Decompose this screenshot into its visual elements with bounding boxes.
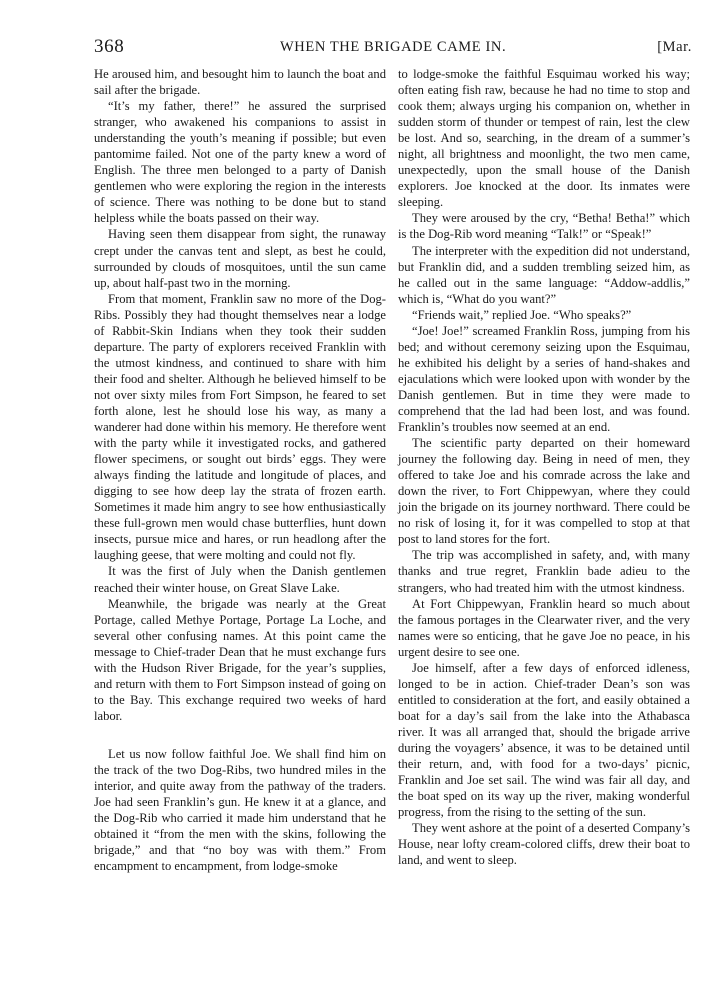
paragraph: The scientific party departed on their homeward journey the following day. Being in need of men, they offered to take Joe and his comrade across the lake and down the river, to Fort Chippewyan, where they could join the brigade on its journey northward. There could be no risk of losing it, for it was compelled to stop at that post to land stores for the fort.: [398, 436, 690, 547]
running-month: [Mar.: [657, 39, 692, 55]
page-number: 368: [94, 36, 125, 57]
paragraph: “Joe! Joe!” screamed Franklin Ross, jumping from his bed; and without ceremony seizing upon the Esquimau, he exhibited his delight by a series of hand-shakes and ejaculations which were looked upon with wonder by the Danish gentlemen. But in time they were made to comprehend that the lad had been lost, and was found. Franklin’s troubles now seemed at an end.: [398, 323, 690, 435]
paragraph: to lodge-smoke the faithful Esquimau worked his way; often eating fish raw, because he had no time to stop and cook them; always urging his companion on, whether in sudden storm of thunder or tempest of rain, lest the clew be lost. And so, searching, in the dream of a summer’s night, all brightness and moonlight, the two men came, unexpectedly, upon the small house of the Danish explorers. Joe knocked at the door. Its inmates were sleeping.: [398, 67, 690, 210]
left-column: [94, 66, 386, 874]
paragraph: At Fort Chippewyan, Franklin heard so much about the famous portages in the Clearwater river, and the very names were so enticing, that he gave Joe no peace, in his urgent desire to see one.: [398, 596, 690, 659]
paragraph: Having seen them disappear from sight, the runaway crept under the canvas tent and slept, as best he could, surrounded by clouds of mosquitoes, until the sun came up, about half-past two in the morning.: [94, 227, 386, 290]
paragraph: The interpreter with the expedition did not understand, but Franklin did, and a sudden trembling seized him, as he called out in the same language: “Addow-addlis,” which is, “What do you want?”: [398, 243, 690, 306]
paragraph: They were aroused by the cry, “Betha! Betha!” which is the Dog-Rib word meaning “Talk!” or “Speak!”: [398, 211, 690, 242]
running-title: WHEN THE BRIGADE CAME IN.: [280, 39, 507, 55]
paragraph: “It’s my father, there!” he assured the surprised stranger, who awakened his companions to assist in understanding the youth’s meaning if possible; but even pantomime failed. Not one of the party knew a word of English. The three men belonged to a party of Danish gentlemen who were exploring the region in the interests of science. There was nothing to be done but to stand helpless while the boats passed on their way.: [94, 99, 386, 226]
paragraph: “Friends wait,” replied Joe. “Who speaks?”: [412, 307, 632, 322]
paragraph: The trip was accomplished in safety, and, with many thanks and true regret, Franklin bade adieu to the strangers, who had treated him with the utmost kindness.: [398, 548, 690, 595]
paragraph: They went ashore at the point of a deserted Company’s House, near lofty cream-colored cliffs, drew their boat to land, and went to sleep.: [398, 821, 690, 868]
paragraph: Joe himself, after a few days of enforced idleness, longed to be in action. Chief-trader Dean’s son was entitled to consideration at the fort, and easily obtained a boat for a day’s sail from the lake into the Athabasca river. It was all arranged that, should the brigade arrive during the voyagers’ absence, it was to be detained until their return, and, with food for a two-days’ picnic, Franklin and Joe set sail. The wind was fair all day, and the boat sped on its way up the river, making wonderful progress, from the rising to the setting of the sun.: [398, 660, 690, 820]
page-header: [94, 36, 692, 60]
paragraph: He aroused him, and besought him to launch the boat and sail after the brigade.: [94, 67, 386, 98]
paragraph: It was the first of July when the Danish gentlemen reached their winter house, on Great Slave Lake.: [94, 564, 386, 595]
paragraph: Let us now follow faithful Joe. We shall find him on the track of the two Dog-Ribs, two hundred miles in the interior, and quite away from the pathway of the traders. Joe had seen Franklin’s gun. He knew it at a glance, and the Dog-Rib who carried it made him understand that he obtained it “from the men with the skins, following the brigade,” and that “no boy was with them.” From encampment to encampment, from lodge-smoke: [94, 746, 386, 874]
paragraph: Meanwhile, the brigade was nearly at the Great Portage, called Methye Portage, Portage La Loche, and several other confusing names. At this point came the message to Chief-trader Dean that he must exchange furs with the Hudson River Brigade, for the year’s supplies, and return with them to Fort Simpson instead of going on to the Bay. This exchange required two weeks of hard labor.: [94, 596, 386, 723]
right-column: [398, 66, 690, 868]
paragraph: From that moment, Franklin saw no more of the Dog-Ribs. Possibly they had thought themselves near a lodge of Rabbit-Skin Indians when they took their sudden departure. The party of explorers received Franklin with the utmost kindness, and continued to share with him their food and shelter. Although he believed himself to be not over sixty miles from Fort Simpson, he feared to set forth alone, lest he should lose his way, as many a wanderer had done within his memory. He therefore went with the party while it investigated rocks, and gathered flower specimens, or sought out birds’ eggs. They were always finding the latitude and longitude of places, and digging to see how deep lay the strata of frozen earth. Sometimes it made him angry to see how enthusiastically these full-grown men would chase butterflies, hunt down insects, pursue mice and hares, or run headlong after the laughing geese, that were molting and could not fly.: [94, 291, 386, 563]
